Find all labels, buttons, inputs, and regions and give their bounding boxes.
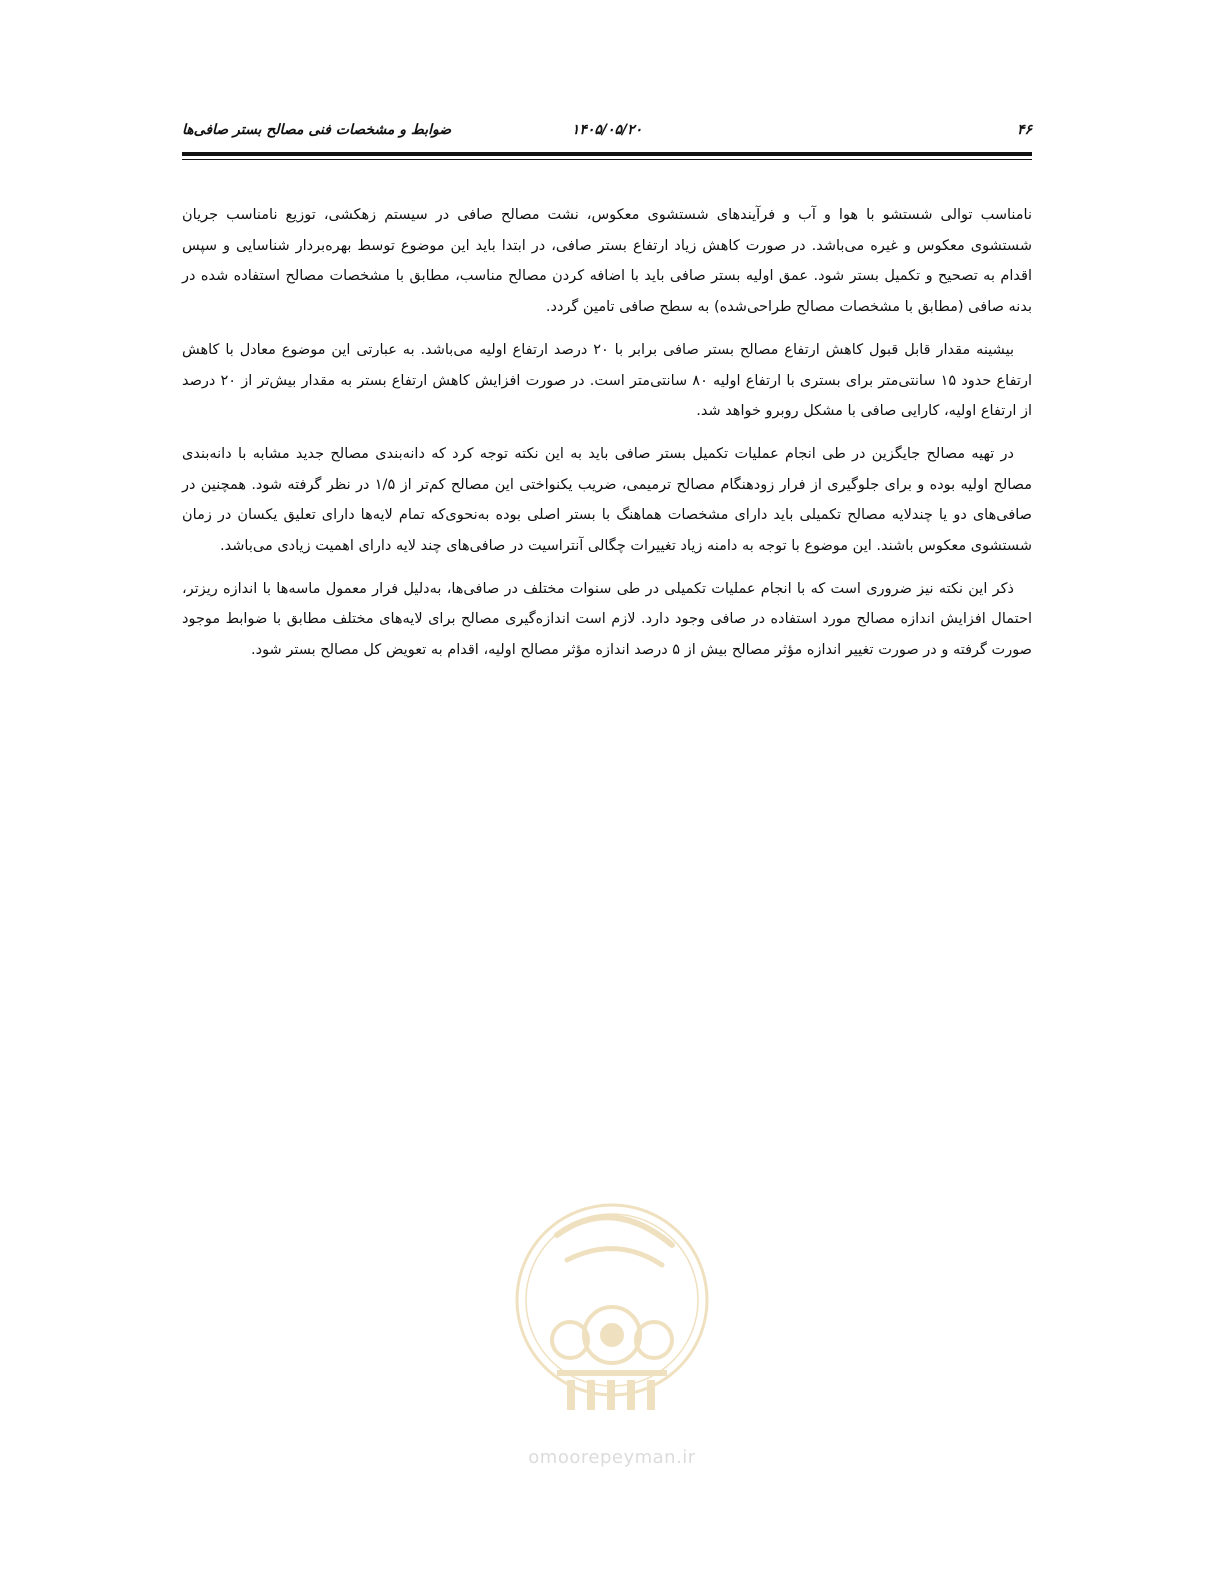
watermark-seal-icon (512, 1165, 712, 1435)
header-rule-thin (182, 159, 1032, 160)
paragraph: ذکر این نکته نیز ضروری است که با انجام عملیات تکمیلی در طی سنوات مختلف در صافی‌ها، به‌دلیل فرار معمول ماسه‌ها با اندازه ریزتر، احتمال افزایش اندازه مصالح مورد استفاده در صافی وجود دارد. لازم است اندازه‌گیری مصالح برای لایه‌های مختلف مطابق با ضوابط موجود صورت گرفته و در صورت تغییر اندازه مؤثر مصالح بیش از ۵ درصد اندازه مؤثر مصالح اولیه، اقدام به تعویض کل مصالح بستر شود. (182, 580, 1032, 659)
watermark-url: omoorepeyman.ir (528, 1447, 696, 1468)
paragraph: در تهیه مصالح جایگزین در طی انجام عملیات تکمیل بستر صافی باید به این نکته توجه کرد که دانه‌بندی مصالح جدید مشابه با دانه‌بندی مصالح اولیه بوده و برای جلوگیری از فرار زودهنگام مصالح ترمیمی، ضریب یکنواختی این مصالح کم‌تر از ۱/۵ در نظر گرفته شود. همچنین در صافی‌های دو یا چندلایه مصالح تکمیلی باید دارای مشخصات هماهنگ با بستر اصلی بوده به‌نحوی‌که تمام لایه‌ها دارای تعلیق یکسان در زمان شستشوی معکوس باشند. این موضوع با توجه به دامنه زیاد تغییرات چگالی آنتراسیت در صافی‌های چند لایه دارای اهمیت زیادی می‌باشد. (182, 445, 1032, 555)
header-title: ضوابط و مشخصات فنی مصالح بستر صافی‌ها (182, 122, 452, 138)
page-number: ۴۶ (1016, 122, 1032, 138)
paragraph: نامناسب توالی شستشو با هوا و آب و فرآیندهای شستشوی معکوس، نشت مصالح صافی در سیستم زهکشی، توزیع نامناسب جریان شستشوی معکوس و غیره می‌باشد. در صورت کاهش زیاد ارتفاع بستر صافی، در ابتدا باید این موضوع توسط بهره‌بردار شناسایی و سپس اقدام به تصحیح و تکمیل بستر شود. عمق اولیه بستر صافی باید با اضافه کردن مصالح مناسب، مطابق با مشخصات مصالح استفاده شده در بدنه صافی (مطابق با مشخصات مصالح طراحی‌شده) به سطح صافی تامین گردد. (182, 207, 1032, 316)
body-text (182, 200, 1032, 678)
paragraph: بیشینه مقدار قابل قبول کاهش ارتفاع مصالح بستر صافی برابر با ۲۰ درصد ارتفاع اولیه می‌باشد. به عبارتی این موضوع معادل با کاهش ارتفاع حدود ۱۵ سانتی‌متر برای بستری با ارتفاع اولیه ۸۰ سانتی‌متر است. در صورت افزایش کاهش ارتفاع بستر به مقدار بیش‌تر از ۲۰ درصد از ارتفاع اولیه، کارایی صافی با مشکل روبرو خواهد شد. (182, 341, 1032, 420)
page-header (182, 118, 1032, 148)
header-date: ۱۴۰۵/۰۵/۲۰ (571, 122, 643, 138)
header-rule-thick (182, 152, 1032, 156)
watermark (512, 1165, 712, 1468)
